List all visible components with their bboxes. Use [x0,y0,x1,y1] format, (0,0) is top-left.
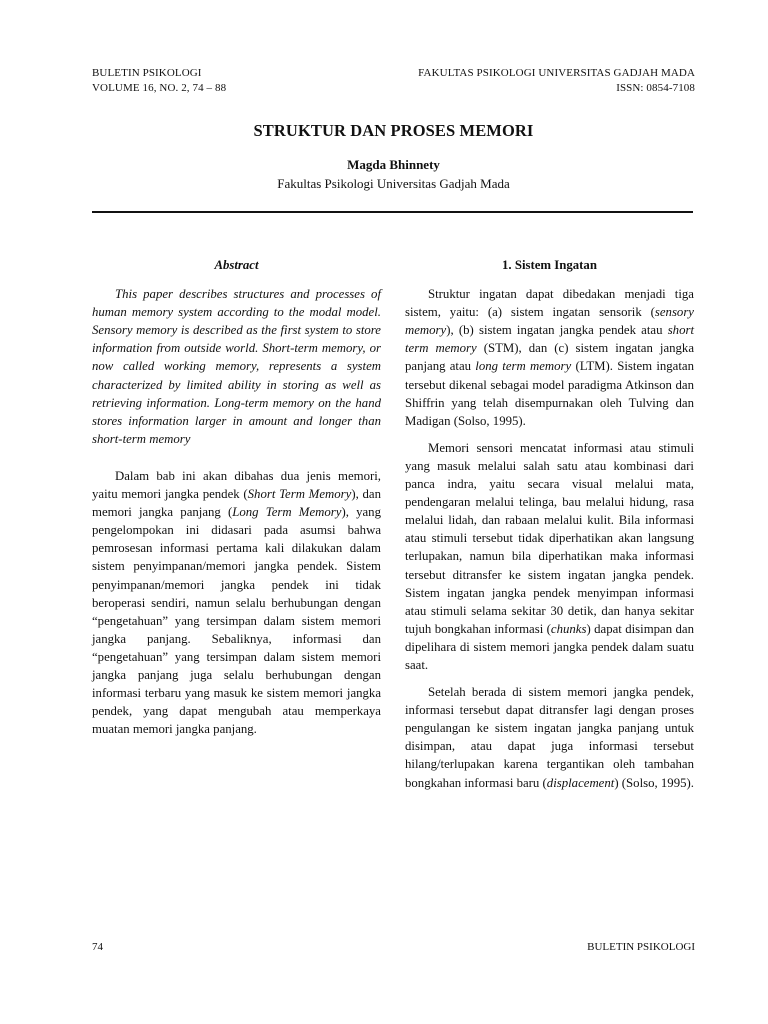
section-paragraph-1 [405,285,694,430]
footer-journal: BULETIN PSIKOLOGI [587,941,695,953]
header-right [418,66,695,95]
abstract-heading: Abstract [214,258,259,272]
volume-info: VOLUME 16, NO. 2, 74 – 88 [92,81,227,94]
p3-text-1: Setelah berada di sistem memori jangka pendek, informasi tersebut dapat ditransfer lagi dengan proses pengulangan ke sistem ingatan jangka panjang untuk disimpan, atau dapat juga informasi tersebut hilang/terlupakan karena tergantikan oleh tambahan bongkahan informasi baru ( [405,685,694,790]
right-column [405,256,694,792]
p1-text-3: (STM), dan (c) sistem ingatan jangka panjang atau [405,341,694,374]
p1-text-4: (LTM). Sistem ingatan tersebut dikenal sebagai model paradigma Atkinson dan Shiffrin yang telah disempurnakan oleh Tulving dan Madigan (Solso, 1995). [405,359,694,428]
p2-term-1: chunks [550,621,587,636]
p3-text-2: ) (Solso, 1995). [614,775,694,790]
paper-title: STRUKTUR DAN PROSES MEMORI [253,121,534,140]
author-name: Magda Bhinnety [347,157,440,172]
p1-term-1: sensory memory [405,305,694,338]
header-left [92,66,226,95]
left-column [92,256,381,738]
section-paragraph-3 [405,683,694,792]
p2-text-1: Memori sensori mencatat informasi atau stimuli yang masuk melalui salah satu atau kombinasi dari panca indra, yaitu secara visual melalui mata, pendengaran melalui telinga, bau melalui hidung, rasa melalui lidah, dan rabaan melalui kulit. Bila informasi atau stimuli tersebut tidak diperhatikan akan langsung terlupakan, namun bila diperhatikan maka informasi tersebut ditransfer ke sistem ingatan jangka pendek. Sistem ingatan jangka pendek menyimpan informasi atau stimuli selama sekitar 30 detik, dan hanya sekitar tujuh bongkahan informasi ( [405,440,694,636]
p2-text-2: ) dapat disimpan dan dipelihara di sistem memori jangka pendek dalam suatu saat. [405,621,694,672]
intro-text-2: ), dan memori jangka panjang ( [92,487,381,520]
p1-text-1: Struktur ingatan dapat dibedakan menjadi tiga sistem, yaitu: (a) sistem ingatan sensorik ( [405,287,694,320]
intro-text-1: Dalam bab ini akan dibahas dua jenis memori, yaitu memori jangka pendek ( [92,468,381,502]
issn: ISSN: 0854-7108 [616,81,695,94]
author-affiliation: Fakultas Psikologi Universitas Gadjah Mada [277,176,510,191]
p3-term-1: displacement [546,775,615,790]
section-paragraph-2 [405,439,694,674]
section-heading: 1. Sistem Ingatan [502,258,597,272]
intro-text-3: ), yang pengelompokan ini didasari pada asumsi bahwa pemrosesan informasi pertama kali dilakukan dalam sistem penyimpanan/memori jangka pendek. Sistem penyimpanan/memori jangka pendek ini tidak beroperasi sendiri, namun selalu berhubungan dengan “pengetahuan” yang tersimpan dalam sistem memori jangka panjang. Sebaliknya, informasi dan “pengetahuan” yang tersimpan dalam sistem memori jangka panjang juga selalu berhubungan dengan informasi terbaru yang masuk ke sistem memori jangka pendek, yang dapat mengubah atau memperkaya muatan memori jangka panjang. [92,505,381,737]
faculty-name: FAKULTAS PSIKOLOGI UNIVERSITAS GADJAH MADA [418,67,695,79]
page-number: 74 [92,941,103,953]
abstract-text: This paper describes structures and processes of human memory system according to the modal model. Sensory memory is described as the first system to store information from outside world. Short-term memory, or now called working memory, represents a system characterized by limited ability in storing as well as retrieving information. Long-term memory on the hand stores information larger in amount and longer than short-term memory [92,287,381,446]
p1-text-2: ), (b) sistem ingatan jangka pendek atau [446,323,668,338]
title-divider [92,211,693,213]
p1-term-2: short term memory [405,323,694,356]
p1-term-3: long term memory [475,359,572,374]
intro-term-2: Long Term Memory [232,505,342,520]
journal-name: BULETIN PSIKOLOGI [92,67,202,79]
intro-term-1: Short Term Memory [247,487,352,502]
intro-paragraph [92,467,381,738]
